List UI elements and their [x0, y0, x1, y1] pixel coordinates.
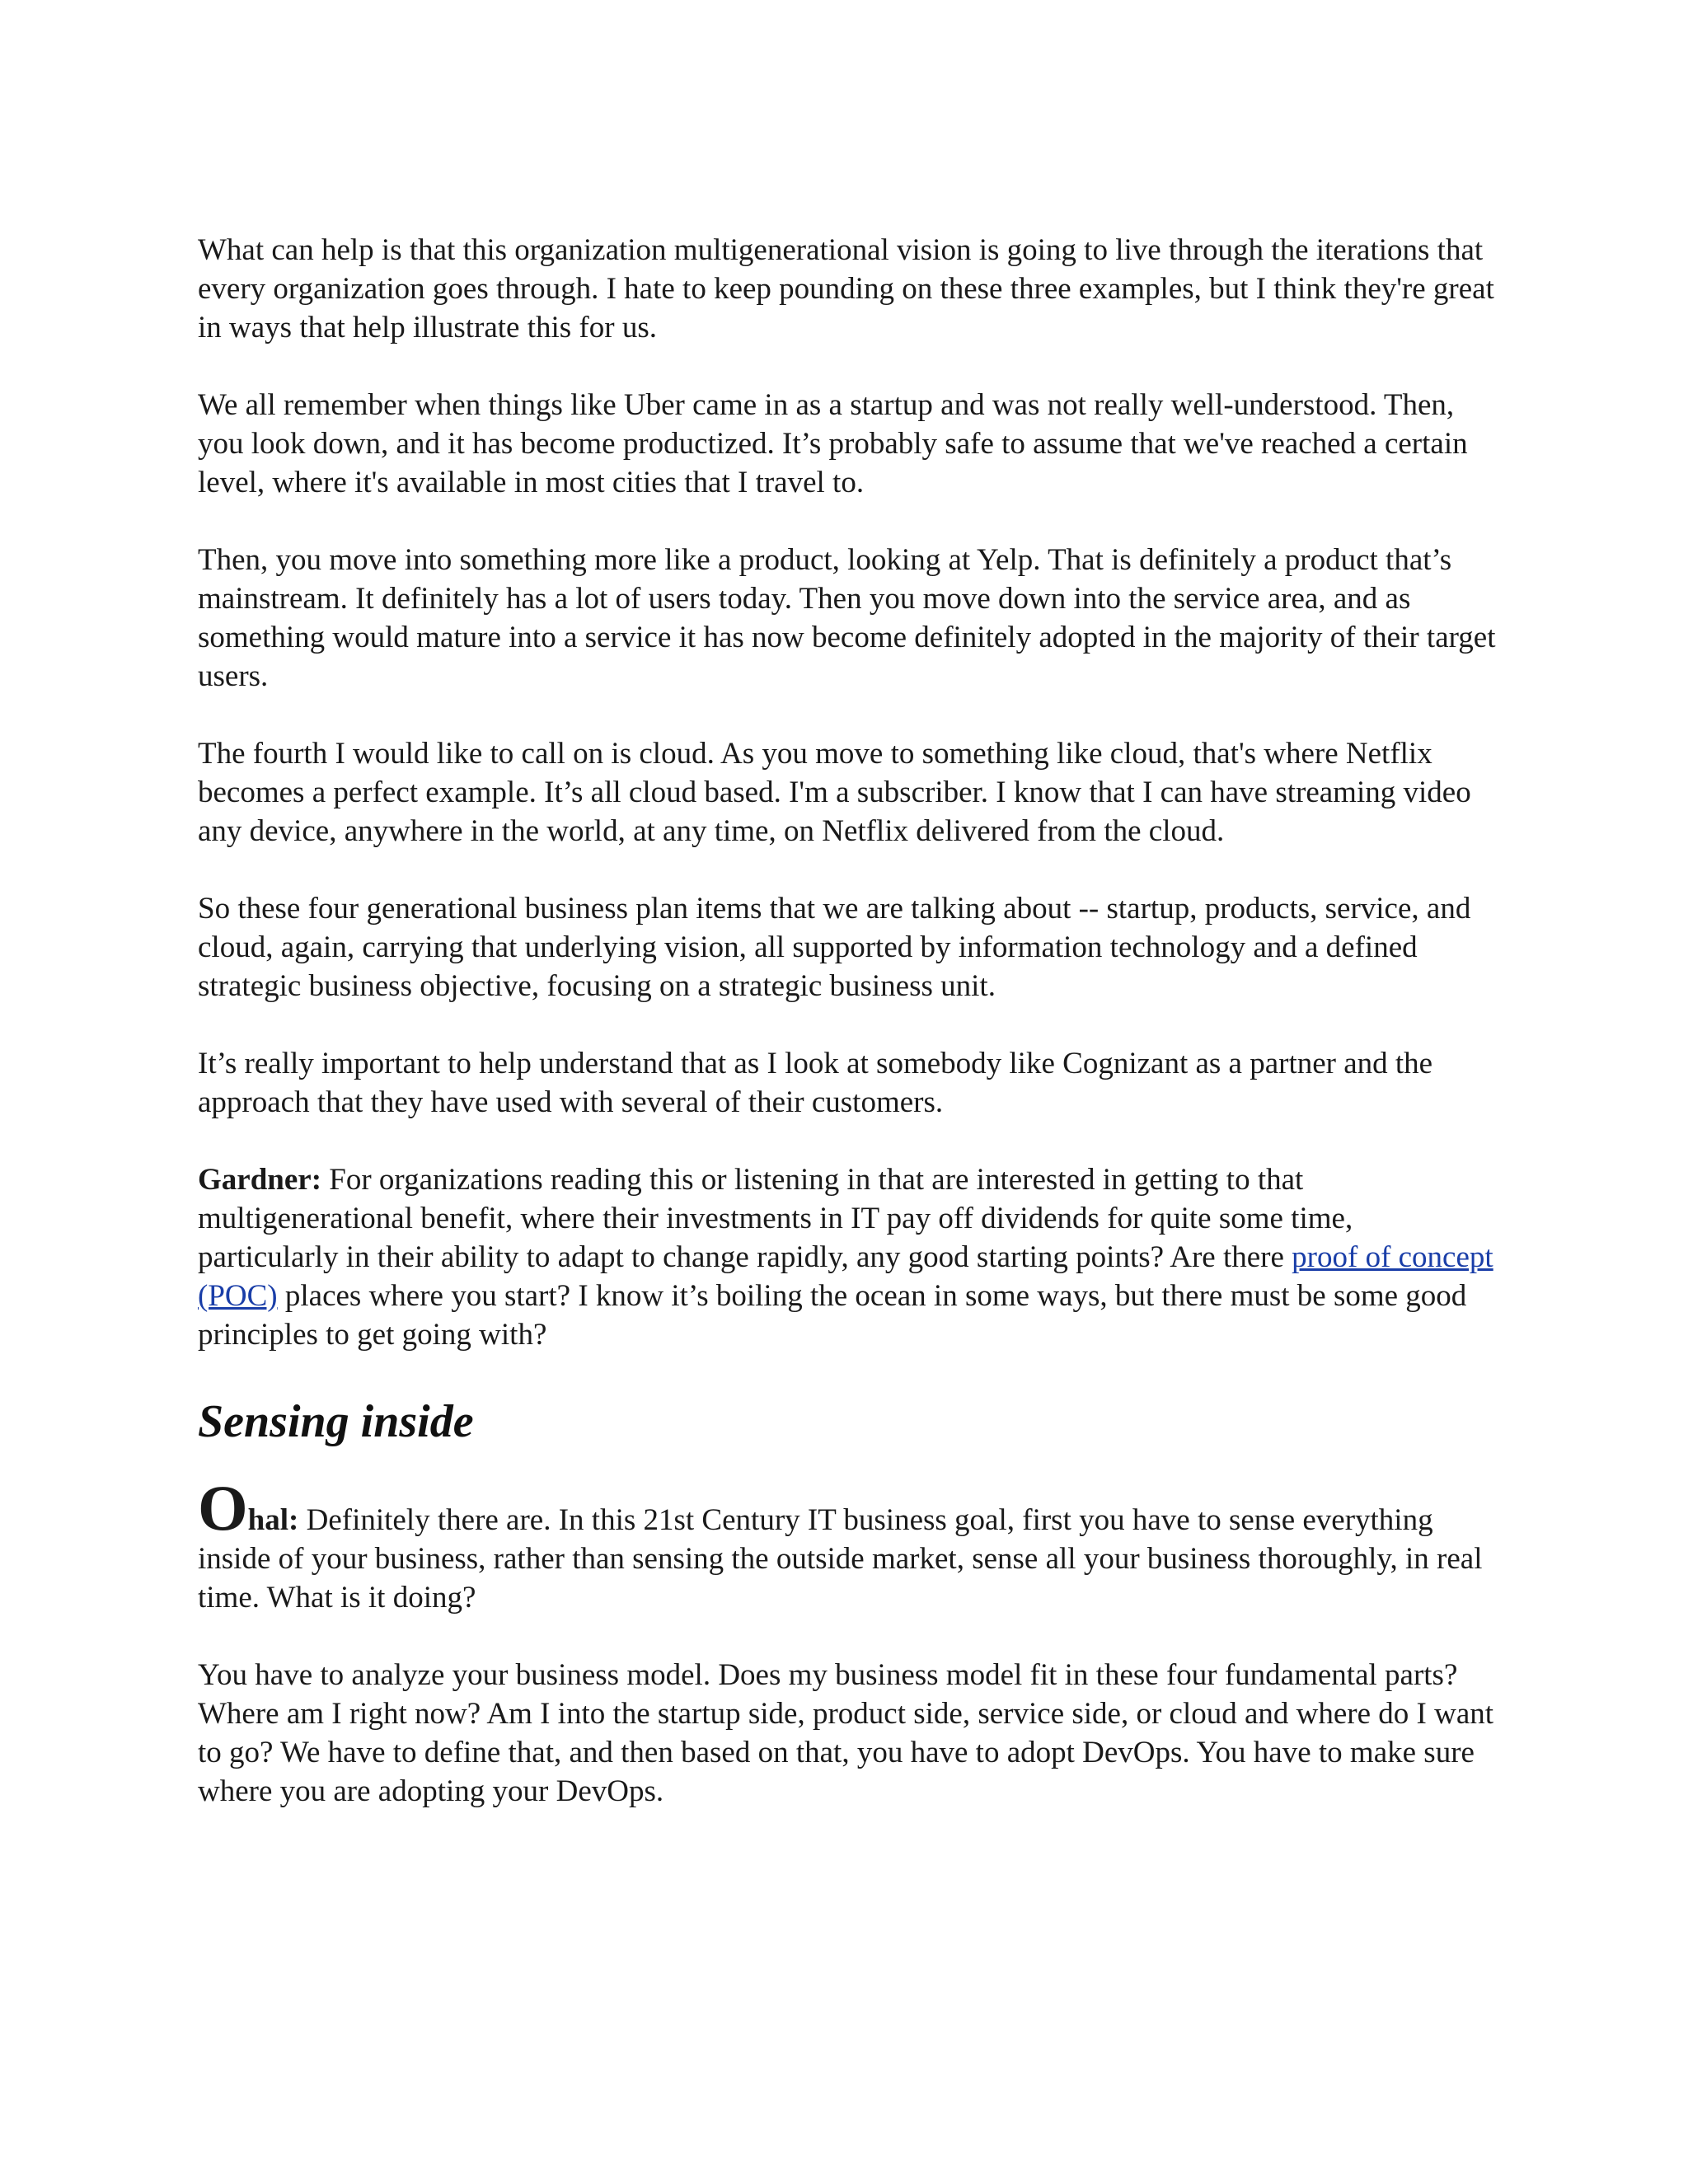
paragraph-iterations: What can help is that this organization multigenerational vision is going to live through the iterations that every organization goes through. I hate to keep pounding on these three examples, but I think they're great in ways that help illustrate this for us. — [198, 233, 1494, 344]
ohal-text: Definitely there are. In this 21st Century IT business goal, first you have to sense everything inside of your business, rather than sensing the outside market, sense all your business thoroughly, in real time. What is it doing? — [198, 1503, 1483, 1615]
speaker-gardner: Gardner: — [198, 1163, 322, 1197]
paragraph-gardner-question — [198, 1160, 1500, 1354]
gardner-text-before-link: For organizations reading this or listening in that are interested in getting to that multigenerational benefit, where their investments in IT pay off dividends for quite some time, particularly in their ability to adapt to change rapidly, any good starting points? Are there — [198, 1163, 1353, 1274]
drop-cap-letter: O — [198, 1472, 248, 1544]
paragraph-business-model: You have to analyze your business model. Does my business model fit in these four fundamental parts? Where am I right now? Am I into the startup side, product side, service side, or cloud and where do I want to go? We have to define that, and then based on that, you have to adopt DevOps. You have to make sure where you are adopting your DevOps. — [198, 1658, 1494, 1808]
paragraph-uber: We all remember when things like Uber came in as a startup and was not really well-understood. Then, you look down, and it has become productized. It’s probably safe to assume that we've reached a certain level, where it's available in most cities that I travel to. — [198, 388, 1468, 499]
poc-link[interactable]: proof of concept (POC) — [198, 1240, 1493, 1313]
paragraph-netflix: The fourth I would like to call on is cloud. As you move to something like cloud, that's where Netflix becomes a perfect example. It’s all cloud based. I'm a subscriber. I know that I can have streaming video any device, anywhere in the world, at any time, on Netflix delivered from the cloud. — [198, 737, 1471, 848]
paragraph-cognizant: It’s really important to help understand that as I look at somebody like Cognizant as a partner and the approach that they have used with several of their customers. — [198, 1047, 1433, 1119]
gardner-text-after-link: places where you start? I know it’s boiling the ocean in some ways, but there must be some good principles to get going with? — [198, 1279, 1467, 1352]
speaker-ohal: hal: — [247, 1503, 299, 1537]
paragraph-ohal-answer — [198, 1472, 1500, 1617]
document-page — [198, 231, 1500, 1811]
paragraph-four-generational: So these four generational business plan items that we are talking about -- startup, products, service, and cloud, again, carrying that underlying vision, all supported by information technology and a defined strategic business objective, focusing on a strategic business unit. — [198, 892, 1471, 1003]
paragraph-yelp: Then, you move into something more like a product, looking at Yelp. That is definitely a product that’s mainstream. It definitely has a lot of users today. Then you move down into the service area, and as something would mature into a service it has now become definitely adopted in the majority of their target users. — [198, 543, 1496, 693]
section-heading: Sensing inside — [198, 1396, 474, 1447]
